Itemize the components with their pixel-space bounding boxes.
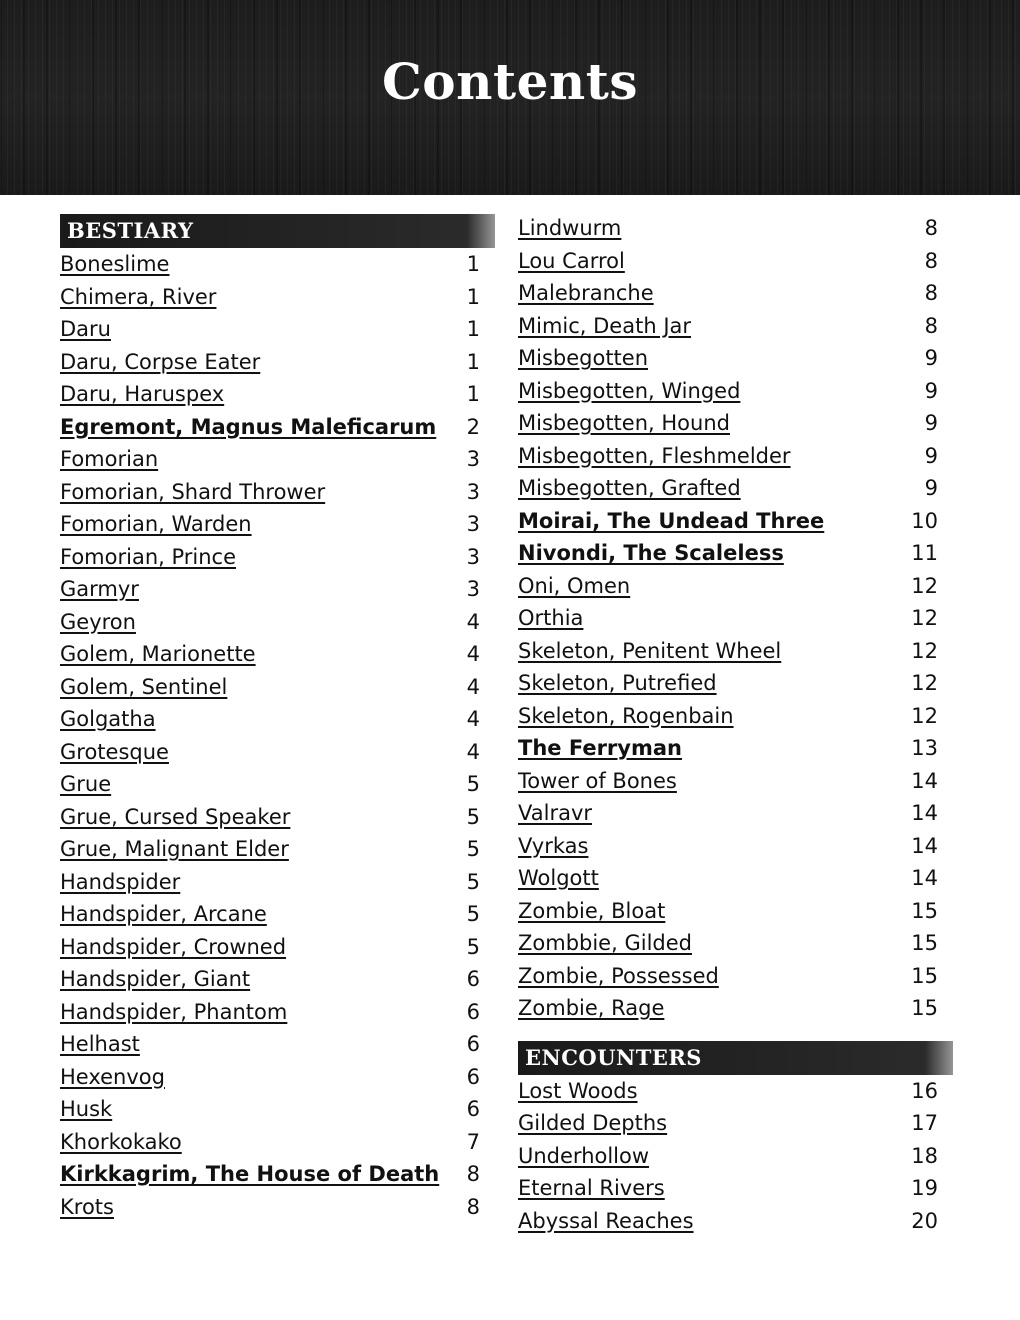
toc-entry[interactable] — [518, 377, 953, 410]
toc-entry-link[interactable]: Grue, Cursed Speaker — [60, 804, 291, 829]
toc-entry-page-number: 5 — [466, 772, 480, 796]
toc-entry[interactable] — [60, 1193, 495, 1226]
toc-entry[interactable] — [518, 994, 953, 1027]
toc-entry-link[interactable]: Geyron — [60, 609, 136, 634]
toc-entry[interactable] — [60, 933, 495, 966]
toc-entry-page-number: 12 — [911, 573, 938, 598]
toc-entry[interactable] — [518, 832, 953, 865]
toc-entry[interactable] — [518, 702, 953, 735]
toc-entry[interactable] — [60, 640, 495, 673]
toc-entry-link[interactable]: Garmyr — [60, 577, 139, 601]
toc-entry-link[interactable]: Zombie, Bloat — [518, 898, 666, 923]
toc-entry-page-number: 8 — [924, 281, 938, 305]
toc-entry[interactable] — [518, 344, 953, 377]
toc-entry-link[interactable]: Abyssal Reaches — [518, 1208, 694, 1233]
toc-entry-link[interactable]: Skeleton, Putrefied — [518, 671, 717, 695]
toc-entry-page-number: 9 — [924, 443, 938, 468]
toc-entry[interactable] — [60, 770, 495, 803]
toc-entry[interactable] — [518, 637, 953, 670]
toc-entry-link[interactable]: Zombbie, Gilded — [518, 931, 692, 955]
section-title: ENCOUNTERS — [525, 1044, 702, 1070]
toc-entry[interactable] — [518, 572, 953, 605]
toc-entry-link[interactable]: Egremont, Magnus Maleficarum — [60, 414, 437, 439]
toc-entry[interactable] — [60, 445, 495, 478]
toc-entry[interactable] — [60, 575, 495, 608]
toc-entry[interactable] — [60, 965, 495, 998]
toc-entry[interactable] — [60, 868, 495, 901]
toc-entry-page-number: 15 — [911, 963, 938, 988]
toc-entry[interactable] — [60, 413, 495, 446]
toc-entry-page-number: 20 — [911, 1208, 938, 1233]
toc-column-right — [518, 214, 953, 1239]
toc-entry-page-number: 10 — [911, 508, 938, 533]
toc-entry-link[interactable]: Lindwurm — [518, 216, 622, 240]
toc-entry-link[interactable]: Chimera, River — [60, 284, 217, 309]
toc-entry[interactable] — [60, 835, 495, 868]
toc-entry-link[interactable]: Misbegotten, Hound — [518, 411, 730, 435]
toc-entry-page-number: 5 — [466, 837, 480, 861]
toc-entry-page-number: 4 — [466, 609, 480, 634]
toc-entry-link[interactable]: Malebranche — [518, 281, 654, 305]
toc-entry-link[interactable]: Zombie, Possessed — [518, 963, 719, 988]
toc-entry-link[interactable]: Skeleton, Rogenbain — [518, 703, 734, 728]
toc-entry-link[interactable]: Tower of Bones — [518, 768, 677, 793]
section-header-encounters — [518, 1041, 953, 1075]
toc-entry-link[interactable]: Handspider, Giant — [60, 967, 251, 991]
toc-entry[interactable] — [60, 283, 495, 316]
toc-entry-link[interactable]: Krots — [60, 1194, 114, 1219]
toc-entry-page-number: 12 — [911, 606, 938, 630]
toc-entry[interactable] — [60, 348, 495, 381]
toc-entry[interactable] — [60, 998, 495, 1031]
toc-entry-link[interactable]: Mimic, Death Jar — [518, 313, 692, 338]
toc-entry[interactable] — [518, 929, 953, 962]
toc-entry-page-number: 14 — [911, 833, 938, 858]
toc-entry-page-number: 6 — [466, 1064, 480, 1089]
toc-entry-page-number: 1 — [466, 284, 480, 309]
toc-entry-page-number: 18 — [911, 1143, 938, 1168]
toc-entry-page-number: 8 — [924, 248, 938, 273]
toc-entry-page-number: 4 — [466, 739, 480, 764]
toc-entry[interactable] — [60, 1063, 495, 1096]
toc-entry-page-number: 5 — [466, 869, 480, 894]
toc-entry[interactable] — [518, 1077, 953, 1110]
toc-entry-page-number: 5 — [466, 902, 480, 926]
toc-entry-page-number: 9 — [924, 378, 938, 403]
toc-entry-link[interactable]: Misbegotten, Grafted — [518, 476, 741, 500]
toc-entry[interactable] — [518, 1174, 953, 1207]
toc-entry[interactable] — [518, 1142, 953, 1175]
toc-entry[interactable] — [518, 864, 953, 897]
toc-entry-link[interactable]: Oni, Omen — [518, 573, 631, 598]
toc-entry-page-number: 15 — [911, 996, 938, 1020]
toc-entry[interactable] — [518, 539, 953, 572]
toc-entry-page-number: 6 — [466, 967, 480, 991]
toc-entry[interactable] — [60, 738, 495, 771]
toc-entry-link[interactable]: Misbegotten — [518, 346, 649, 370]
toc-entry[interactable] — [60, 705, 495, 738]
toc-entry[interactable] — [518, 962, 953, 995]
toc-entry[interactable] — [518, 1207, 953, 1240]
section-header-bestiary — [60, 214, 495, 248]
toc-entry-link[interactable]: Fomorian, Shard Thrower — [60, 479, 326, 504]
toc-entry[interactable] — [60, 1160, 495, 1193]
toc-entry-page-number: 14 — [911, 801, 938, 825]
toc-entry-link[interactable]: The Ferryman — [518, 736, 682, 760]
page-title: Contents — [381, 52, 638, 111]
toc-entry-link[interactable]: Helhast — [60, 1032, 140, 1056]
toc-entry-link[interactable]: Lou Carrol — [518, 248, 625, 273]
toc-entry-link[interactable]: Zombie, Rage — [518, 996, 665, 1020]
toc-entry-page-number: 4 — [466, 642, 480, 666]
toc-entry[interactable] — [518, 214, 953, 247]
toc-entry-page-number: 1 — [466, 252, 480, 276]
section-title: BESTIARY — [67, 218, 194, 243]
toc-entry-link[interactable]: Kirkkagrim, The House of Death — [60, 1162, 440, 1186]
toc-entry-link[interactable]: Fomorian, Warden — [60, 512, 252, 536]
toc-entry-page-number: 6 — [466, 999, 480, 1024]
toc-entry-page-number: 14 — [911, 866, 938, 890]
toc-entry[interactable] — [518, 734, 953, 767]
toc-entry[interactable] — [60, 510, 495, 543]
toc-entry-link[interactable]: Boneslime — [60, 252, 170, 276]
toc-entry-link[interactable]: Daru, Haruspex — [60, 382, 225, 406]
toc-entry-link[interactable]: Golem, Sentinel — [60, 674, 228, 699]
toc-entry-link[interactable]: Daru, Corpse Eater — [60, 349, 261, 374]
toc-entry-link[interactable]: Valravr — [518, 801, 593, 825]
toc-entry-page-number: 4 — [466, 674, 480, 699]
toc-entry-link[interactable]: Handspider, Arcane — [60, 902, 267, 926]
toc-entry-page-number: 14 — [911, 768, 938, 793]
toc-entry-page-number: 6 — [466, 1032, 480, 1056]
toc-entry-link[interactable]: Daru — [60, 317, 111, 341]
toc-entry-page-number: 5 — [466, 804, 480, 829]
toc-entry-page-number: 9 — [924, 476, 938, 500]
toc-entry-page-number: 3 — [466, 447, 480, 471]
toc-entry-page-number: 12 — [911, 703, 938, 728]
toc-entry-link[interactable]: Golem, Marionette — [60, 642, 256, 666]
toc-entry[interactable] — [518, 312, 953, 345]
toc-entry-page-number: 3 — [466, 479, 480, 504]
toc-entry-link[interactable]: Grue — [60, 772, 112, 796]
toc-entry[interactable] — [518, 409, 953, 442]
toc-entry-link[interactable]: Grue, Malignant Elder — [60, 837, 289, 861]
toc-entry-link[interactable]: Handspider — [60, 869, 181, 894]
toc-entry[interactable] — [518, 279, 953, 312]
toc-entry[interactable] — [518, 767, 953, 800]
toc-entry-page-number: 8 — [924, 313, 938, 338]
toc-entry-page-number: 6 — [466, 1097, 480, 1121]
toc-entry[interactable] — [60, 608, 495, 641]
toc-entry[interactable] — [60, 1030, 495, 1063]
toc-entry[interactable] — [60, 478, 495, 511]
toc-entry[interactable] — [518, 669, 953, 702]
toc-entry-page-number: 11 — [911, 541, 938, 565]
toc-entry[interactable] — [518, 507, 953, 540]
toc-entry-page-number: 8 — [466, 1194, 480, 1219]
toc-entry[interactable] — [60, 900, 495, 933]
toc-column-left — [60, 214, 495, 1225]
toc-entry[interactable] — [518, 442, 953, 475]
toc-entry[interactable] — [60, 315, 495, 348]
toc-entry-page-number: 9 — [924, 346, 938, 370]
toc-entry[interactable] — [60, 803, 495, 836]
toc-entry-link[interactable]: Skeleton, Penitent Wheel — [518, 638, 782, 663]
toc-entry-link[interactable]: Fomorian, Prince — [60, 544, 237, 569]
encounters-list — [518, 1077, 953, 1240]
toc-entry[interactable] — [60, 380, 495, 413]
toc-entry-link[interactable]: Hexenvog — [60, 1064, 165, 1089]
toc-entry-page-number: 1 — [466, 317, 480, 341]
toc-entry[interactable] — [60, 1128, 495, 1161]
toc-entry[interactable] — [518, 897, 953, 930]
toc-entry-link[interactable]: Handspider, Crowned — [60, 934, 287, 959]
toc-entry[interactable] — [518, 247, 953, 280]
toc-entry-link[interactable]: Nivondi, The Scaleless — [518, 541, 784, 565]
toc-entry-link[interactable]: Moirai, The Undead Three — [518, 508, 825, 533]
toc-entry-page-number: 7 — [466, 1129, 480, 1154]
toc-entry-link[interactable]: Handspider, Phantom — [60, 999, 288, 1024]
toc-entry-link[interactable]: Fomorian — [60, 447, 159, 471]
toc-entry-link[interactable]: Wolgott — [518, 866, 599, 890]
toc-entry-link[interactable]: Eternal Rivers — [518, 1176, 665, 1200]
title-banner — [0, 0, 1020, 195]
toc-entry-page-number: 8 — [924, 216, 938, 240]
toc-entry[interactable] — [518, 604, 953, 637]
toc-entry-page-number: 16 — [911, 1078, 938, 1103]
toc-entry-page-number: 8 — [466, 1162, 480, 1186]
toc-entry-page-number: 9 — [924, 411, 938, 435]
toc-entry[interactable] — [60, 250, 495, 283]
toc-entry-page-number: 2 — [466, 414, 480, 439]
toc-entry-link[interactable]: Underhollow — [518, 1143, 650, 1168]
toc-entry-page-number: 15 — [911, 898, 938, 923]
toc-entry-page-number: 3 — [466, 544, 480, 569]
toc-entry[interactable] — [518, 474, 953, 507]
toc-entry-link[interactable]: Gilded Depths — [518, 1111, 668, 1135]
toc-entry-page-number: 5 — [466, 934, 480, 959]
toc-entry-link[interactable]: Golgatha — [60, 707, 156, 731]
toc-entry-page-number: 4 — [466, 707, 480, 731]
toc-entry-link[interactable]: Lost Woods — [518, 1078, 638, 1103]
toc-entry-link[interactable]: Husk — [60, 1097, 113, 1121]
toc-entry-link[interactable]: Misbegotten, Winged — [518, 378, 741, 403]
toc-entry-page-number: 1 — [466, 349, 480, 374]
toc-entry-page-number: 13 — [911, 736, 938, 760]
toc-entry[interactable] — [60, 543, 495, 576]
toc-entry-link[interactable]: Grotesque — [60, 739, 169, 764]
bestiary-list-left — [60, 250, 495, 1225]
toc-entry-page-number: 12 — [911, 638, 938, 663]
toc-entry[interactable] — [60, 673, 495, 706]
toc-entry-link[interactable]: Vyrkas — [518, 833, 589, 858]
toc-entry[interactable] — [518, 1109, 953, 1142]
toc-entry-page-number: 15 — [911, 931, 938, 955]
toc-entry-link[interactable]: Orthia — [518, 606, 584, 630]
toc-entry-page-number: 3 — [466, 577, 480, 601]
toc-entry-link[interactable]: Khorkokako — [60, 1129, 182, 1154]
bestiary-list-right — [518, 214, 953, 1027]
toc-entry[interactable] — [60, 1095, 495, 1128]
toc-entry-page-number: 12 — [911, 671, 938, 695]
toc-entry-page-number: 1 — [466, 382, 480, 406]
toc-entry-page-number: 19 — [911, 1176, 938, 1200]
toc-entry-page-number: 3 — [466, 512, 480, 536]
toc-entry[interactable] — [518, 799, 953, 832]
toc-entry-page-number: 17 — [911, 1111, 938, 1135]
toc-entry-link[interactable]: Misbegotten, Fleshmelder — [518, 443, 791, 468]
